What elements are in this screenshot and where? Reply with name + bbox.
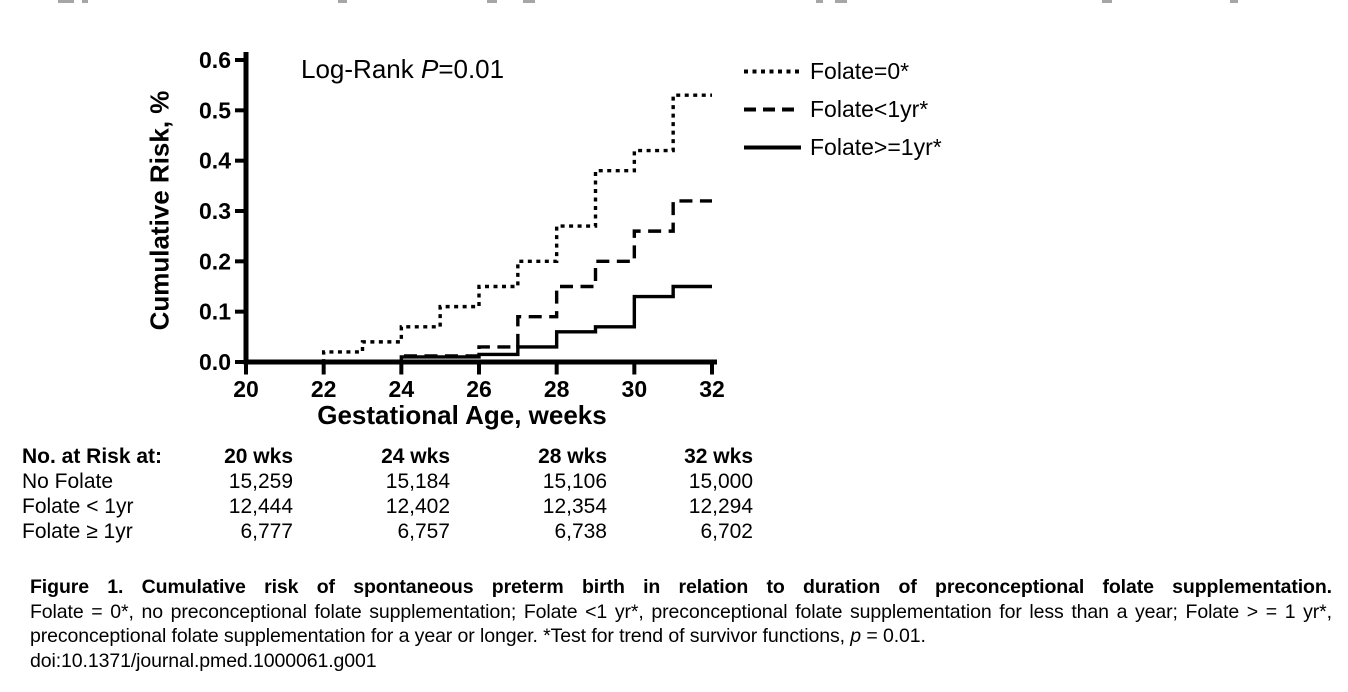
- x-tick-label: 32: [699, 376, 725, 402]
- risk-table-header: 32 wks: [684, 444, 753, 468]
- y-axis-title: Cumulative Risk, %: [144, 90, 175, 330]
- x-tick-label: 28: [543, 376, 570, 402]
- y-tick-label: 0.1: [199, 298, 231, 325]
- risk-cell: 6,738: [554, 519, 607, 543]
- dashed-line-icon: [744, 105, 801, 114]
- figure-caption: [30, 575, 1332, 673]
- legend-item-folate-lt1yr: [744, 90, 942, 128]
- curve-folate-0: [246, 95, 712, 362]
- curve-folate-1yr: [246, 201, 712, 362]
- legend-item-folate-0: [744, 52, 942, 90]
- risk-cell: 12,294: [688, 494, 753, 518]
- legend: [744, 52, 942, 166]
- solid-line-icon: [744, 143, 801, 152]
- curve-folate-1yr: [246, 287, 712, 363]
- risk-table-header: No. at Risk at:: [22, 444, 163, 468]
- x-tick-label: 30: [621, 376, 648, 402]
- number-at-risk-table: [22, 444, 753, 544]
- y-tick-label: 0.0: [199, 349, 231, 375]
- risk-cell: 15,259: [228, 469, 293, 493]
- risk-cell: 12,402: [385, 494, 450, 518]
- risk-cell: 12,444: [228, 494, 293, 518]
- risk-table-header: 24 wks: [381, 444, 450, 468]
- x-tick-label: 22: [310, 376, 337, 402]
- log-rank-annotation: Log-Rank P=0.01: [301, 54, 505, 84]
- risk-cell: 6,757: [397, 519, 450, 543]
- caption-title: Figure 1. Cumulative risk of spontaneous preterm birth in relation to duration of preconceptional folate supplementation.: [30, 576, 1332, 598]
- risk-table-header: 20 wks: [224, 444, 293, 468]
- risk-cell: 15,106: [542, 469, 607, 493]
- risk-cell: 6,702: [700, 519, 753, 543]
- x-tick-label: 20: [233, 376, 259, 402]
- legend-item-folate-ge1yr: [744, 128, 942, 166]
- x-tick-label: 26: [466, 376, 492, 402]
- y-tick-label: 0.5: [199, 97, 231, 124]
- legend-label: Folate=0*: [810, 57, 910, 84]
- risk-table-header: 28 wks: [538, 444, 607, 468]
- y-tick-label: 0.6: [199, 47, 231, 73]
- dotted-line-icon: [744, 67, 801, 76]
- risk-row-label: No Folate: [22, 469, 114, 493]
- risk-cell: 12,354: [542, 494, 607, 518]
- y-tick-label: 0.2: [199, 248, 231, 275]
- y-tick-label: 0.4: [199, 147, 231, 174]
- risk-cell: 6,777: [240, 519, 293, 543]
- risk-row-label: Folate < 1yr: [22, 494, 134, 518]
- x-tick-label: 24: [388, 376, 415, 402]
- legend-label: Folate>=1yr*: [810, 133, 942, 160]
- y-tick-label: 0.3: [199, 198, 231, 224]
- x-axis-title: Gestational Age, weeks: [317, 400, 607, 430]
- risk-row-label: Folate ≥ 1yr: [22, 519, 133, 543]
- risk-cell: 15,184: [385, 469, 450, 493]
- caption-body: Folate = 0*, no preconceptional folate supplementation; Folate <1 yr*, preconceptional folate supplementation for less than a year; Folate > = 1 yr*, preconceptional folate supplementation for a year or longer. *Test for trend of survivor functions, p = 0.01.: [30, 600, 1332, 648]
- caption-doi: doi:10.1371/journal.pmed.1000061.g001: [30, 649, 377, 672]
- legend-label: Folate<1yr*: [810, 95, 929, 122]
- risk-cell: 15,000: [688, 469, 753, 493]
